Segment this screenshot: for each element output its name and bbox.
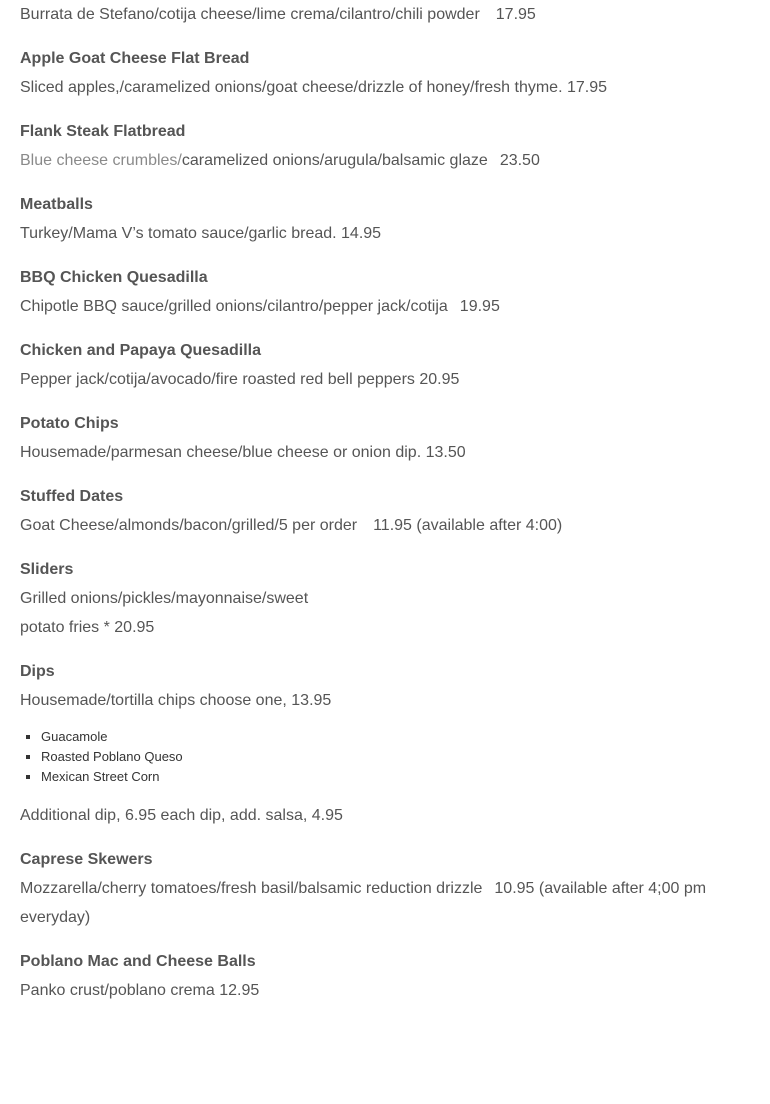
menu-list [20, 0, 755, 1025]
item-name: Poblano Mac and Cheese Balls [20, 953, 256, 970]
item-name: Flank Steak Flatbread [20, 123, 186, 140]
item-description-line1: Grilled onions/pickles/mayonnaise/sweet [20, 590, 309, 607]
dip-option-guacamole: ▪ Guacamole [41, 727, 755, 747]
item-name: Chicken and Papaya Quesadilla [20, 342, 261, 359]
item-description-text: caramelized onions/arugula/balsamic glaze [181, 152, 488, 169]
item-description-text: Chipotle BBQ sauce/grilled onions/cilantro/pepper jack/cotija [20, 298, 448, 315]
item-price: 23.50 [499, 152, 540, 169]
menu-item-flank-steak-flatbread [20, 122, 755, 175]
item-name: Meatballs [20, 196, 93, 213]
menu-item-meatballs [20, 195, 755, 248]
item-description: Housemade/parmesan cheese/blue cheese or onion dip. 13.50 [20, 444, 466, 461]
item-description [20, 146, 755, 175]
menu-item-bbq-chicken-quesadilla [20, 268, 755, 321]
item-description [20, 292, 755, 321]
item-price: 11.95 (available after 4:00) [373, 517, 563, 534]
item-name: BBQ Chicken Quesadilla [20, 269, 208, 286]
menu-item-poblano-mac-cheese-balls [20, 952, 755, 1005]
item-description-text: Burrata de Stefano/cotija cheese/lime crema/cilantro/chili powder [20, 6, 480, 23]
item-name: Apple Goat Cheese Flat Bread [20, 50, 250, 67]
menu-item-burrata [20, 0, 755, 30]
item-name: Stuffed Dates [20, 488, 124, 505]
menu-item-stuffed-dates [20, 487, 755, 540]
item-description-text: Goat Cheese/almonds/bacon/grilled/5 per order [20, 517, 358, 534]
item-name: Sliders [20, 561, 74, 578]
item-price: 10.95 (available after 4;00 pm everyday) [20, 880, 707, 926]
item-description [20, 0, 755, 30]
menu-item-potato-chips [20, 414, 755, 467]
menu-item-sliders [20, 560, 755, 642]
item-description-muted: Blue cheese crumbles/ [20, 152, 182, 169]
item-description [20, 874, 755, 932]
additional-dip-note: Additional dip, 6.95 each dip, add. salsa, 4.95 [20, 807, 343, 824]
item-description-text: Mozzarella/cherry tomatoes/fresh basil/balsamic reduction drizzle [20, 880, 483, 897]
item-description-line2: potato fries * 20.95 [20, 619, 155, 636]
item-description: Housemade/tortilla chips choose one, 13.95 [20, 692, 332, 709]
item-description: Pepper jack/cotija/avocado/fire roasted red bell peppers 20.95 [20, 371, 460, 388]
item-description [20, 584, 755, 642]
item-description: Turkey/Mama V’s tomato sauce/garlic bread. 14.95 [20, 225, 382, 242]
dip-option-poblano-queso: ▪ Roasted Poblano Queso [41, 747, 755, 767]
item-name: Potato Chips [20, 415, 119, 432]
item-price: 17.95 [495, 6, 536, 23]
dip-options-list [20, 727, 755, 787]
menu-item-chicken-papaya-quesadilla [20, 341, 755, 394]
menu-item-apple-goat-cheese-flat-bread [20, 49, 755, 102]
item-description: Sliced apples,/caramelized onions/goat cheese/drizzle of honey/fresh thyme. 17.95 [20, 79, 608, 96]
dip-option-street-corn: ▪ Mexican Street Corn [41, 767, 755, 787]
item-name: Caprese Skewers [20, 851, 153, 868]
item-description: Panko crust/poblano crema 12.95 [20, 982, 260, 999]
menu-item-dips [20, 662, 755, 830]
item-price: 19.95 [459, 298, 500, 315]
menu-item-caprese-skewers [20, 850, 755, 932]
item-description [20, 511, 755, 540]
item-name: Dips [20, 663, 55, 680]
